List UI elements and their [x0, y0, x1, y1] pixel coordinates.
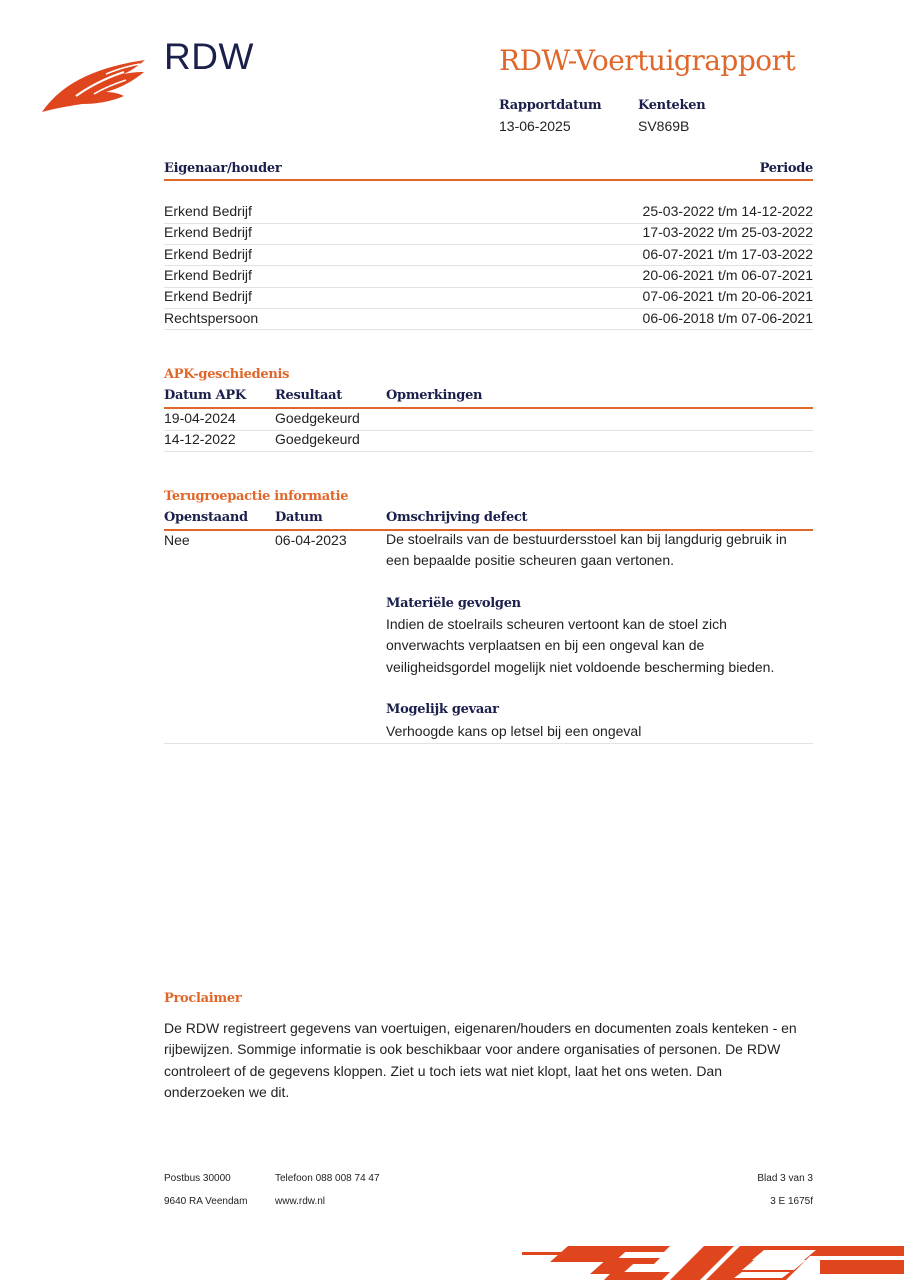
period-cell: 20-06-2021 t/m 06-07-2021: [642, 267, 813, 283]
recall-date-column-header: Datum: [275, 510, 323, 525]
row-divider: [164, 329, 813, 330]
danger-text: Verhoogde kans op letsel bij een ongeval: [386, 723, 642, 739]
recall-open-cell: Nee: [164, 532, 190, 548]
footer-stripes-icon: [520, 1240, 904, 1280]
footer-website: www.rdw.nl: [275, 1196, 326, 1207]
recall-section-title: Terugroepactie informatie: [164, 489, 349, 504]
owner-cell: Erkend Bedrijf: [164, 288, 252, 304]
apk-section-title: APK-geschiedenis: [164, 367, 290, 382]
report-date-label: Rapportdatum: [499, 98, 602, 113]
footer-document-code: 3 E 1675f: [770, 1196, 813, 1207]
consequences-heading: Materiële gevolgen: [386, 596, 521, 611]
row-divider: [164, 308, 813, 309]
page-title: RDW-Voertuigrapport: [499, 44, 796, 77]
recall-open-column-header: Openstaand: [164, 510, 248, 525]
danger-heading: Mogelijk gevaar: [386, 702, 499, 717]
period-column-header: Periode: [759, 161, 813, 176]
footer-page-number: Blad 3 van 3: [757, 1173, 813, 1184]
owner-cell: Erkend Bedrijf: [164, 246, 252, 262]
row-divider: [164, 265, 813, 266]
row-divider: [164, 451, 813, 452]
footer-phone: Telefoon 088 008 74 47: [275, 1173, 380, 1184]
apk-result-cell: Goedgekeurd: [275, 410, 360, 426]
owners-header-rule: [164, 179, 813, 181]
period-cell: 17-03-2022 t/m 25-03-2022: [642, 224, 813, 240]
apk-result-cell: Goedgekeurd: [275, 431, 360, 447]
owner-cell: Erkend Bedrijf: [164, 224, 252, 240]
row-divider: [164, 743, 813, 744]
apk-remarks-column-header: Opmerkingen: [386, 388, 483, 403]
apk-header-rule: [164, 407, 813, 409]
rdw-logo-text: RDW: [164, 36, 254, 77]
apk-date-cell: 19-04-2024: [164, 410, 236, 426]
license-plate-value: SV869B: [638, 118, 690, 134]
owner-cell: Erkend Bedrijf: [164, 267, 252, 283]
apk-result-column-header: Resultaat: [275, 388, 342, 403]
apk-date-column-header: Datum APK: [164, 388, 246, 403]
owner-cell: Erkend Bedrijf: [164, 203, 252, 219]
license-plate-label: Kenteken: [638, 98, 706, 113]
consequences-text: Indien de stoelrails scheuren vertoont kan de stoel zich onverwachts verplaatsen en bij een ongeval kan de veiligheidsgordel mogelijk niet voldoende bescherming bieden.: [386, 616, 775, 675]
owner-column-header: Eigenaar/houder: [164, 161, 282, 176]
row-divider: [164, 430, 813, 431]
proclaimer-text: De RDW registreert gegevens van voertuigen, eigenaren/houders en documenten zoals kenteken - en rijbewijzen. Sommige informatie is ook beschikbaar voor andere organisaties of personen. De RDW controleert of de gegevens kloppen. Ziet u toch iets wat niet klopt, laat het ons weten. Dan onderzoeken we dit.: [164, 1020, 797, 1100]
footer-postcode: 9640 RA Veendam: [164, 1196, 248, 1207]
proclaimer-title: Proclaimer: [164, 991, 242, 1006]
report-date-value: 13-06-2025: [499, 118, 571, 134]
period-cell: 06-06-2018 t/m 07-06-2021: [642, 310, 813, 326]
period-cell: 25-03-2022 t/m 14-12-2022: [642, 203, 813, 219]
apk-date-cell: 14-12-2022: [164, 431, 236, 447]
period-cell: 07-06-2021 t/m 20-06-2021: [642, 288, 813, 304]
recall-description-column-header: Omschrijving defect: [386, 510, 528, 525]
recall-date-cell: 06-04-2023: [275, 532, 347, 548]
rdw-wing-logo-icon: [40, 56, 150, 116]
row-divider: [164, 244, 813, 245]
period-cell: 06-07-2021 t/m 17-03-2022: [642, 246, 813, 262]
recall-description: De stoelrails van de bestuurdersstoel kan bij langdurig gebruik in een bepaalde positie scheuren gaan vertonen.: [386, 531, 787, 569]
footer-postbus: Postbus 30000: [164, 1173, 231, 1184]
owner-cell: Rechtspersoon: [164, 310, 259, 326]
